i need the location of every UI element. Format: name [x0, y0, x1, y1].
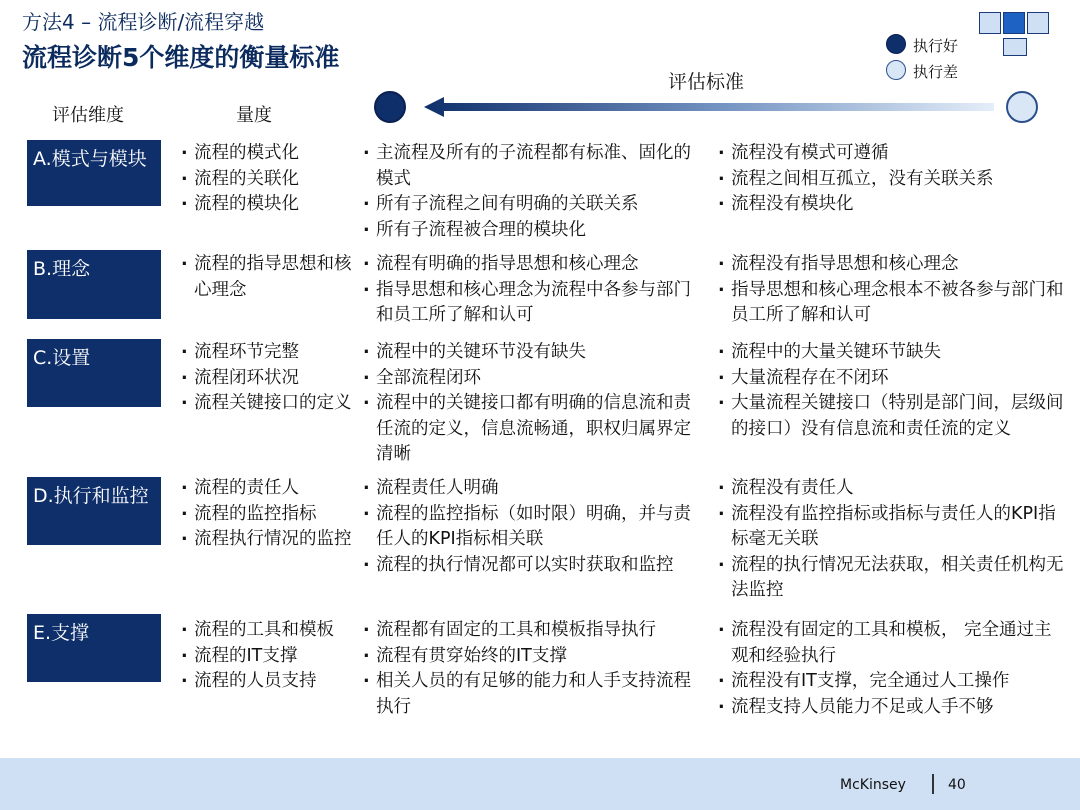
list-item: . 流程都有固定的工具和模板指导执行 — [362, 618, 708, 644]
list-item: . 流程责任人明确 — [362, 476, 708, 502]
legend-poor-icon — [886, 60, 906, 80]
list-item: . 流程没有责任人 — [717, 476, 1065, 502]
list-item: . 指导思想和核心理念为流程中各参与部门和员工所了解和认可 — [362, 278, 708, 329]
row-label-a: A.模式与模块 — [27, 140, 161, 206]
list-item: . 流程的监控指标（如时限）明确，并与责任人的KPI指标相关联 — [362, 502, 708, 553]
list-item: . 流程环节完整 — [180, 340, 352, 366]
good-list-c — [362, 340, 708, 468]
list-item: . 流程的执行情况都可以实时获取和监控 — [362, 553, 708, 579]
list-item: . 流程没有模块化 — [717, 192, 1065, 218]
list-item: . 流程没有模式可遵循 — [717, 141, 1065, 167]
list-item: . 大量流程存在不闭环 — [717, 366, 1065, 392]
measure-list-e — [180, 618, 352, 695]
criteria-label: 评估标准 — [668, 71, 745, 93]
logo-square — [1003, 12, 1025, 34]
row-label-c: C.设置 — [27, 339, 161, 407]
list-item: . 所有子流程被合理的模块化 — [362, 218, 708, 244]
legend-poor-label: 执行差 — [913, 63, 959, 81]
list-item: . 流程关键接口的定义 — [180, 391, 352, 417]
list-item: . 流程的IT支撑 — [180, 644, 352, 670]
logo-square — [1027, 12, 1049, 34]
column-header-dimension: 评估维度 — [52, 105, 124, 126]
list-item: . 流程的关联化 — [180, 167, 352, 193]
footer-brand: McKinsey — [840, 777, 906, 793]
row-label-b: B.理念 — [27, 250, 161, 319]
legend-good-label: 执行好 — [913, 37, 959, 55]
list-item: . 大量流程关键接口（特别是部门间，层级间的接口）没有信息流和责任流的定义 — [717, 391, 1065, 442]
criteria-arrow-icon — [424, 96, 1016, 118]
list-item: . 流程中的关键接口都有明确的信息流和责任流的定义，信息流畅通，职权归属界定清晰 — [362, 391, 708, 468]
list-item: . 相关人员的有足够的能力和人手支持流程执行 — [362, 669, 708, 720]
list-item: . 主流程及所有的子流程都有标准、固化的模式 — [362, 141, 708, 192]
list-item: . 流程的模式化 — [180, 141, 352, 167]
list-item: . 流程执行情况的监控 — [180, 527, 352, 553]
good-list-a — [362, 141, 708, 243]
footer-bar — [0, 758, 1080, 810]
page-number: 40 — [948, 777, 966, 793]
legend-good-icon — [886, 34, 906, 54]
good-end-icon — [374, 91, 406, 123]
measure-list-d — [180, 476, 352, 553]
column-header-measure: 量度 — [236, 105, 272, 126]
list-item: . 流程中的关键环节没有缺失 — [362, 340, 708, 366]
good-list-b — [362, 252, 708, 329]
list-item: . 流程有贯穿始终的IT支撑 — [362, 644, 708, 670]
page-title: 流程诊断5个维度的衡量标准 — [22, 43, 340, 72]
list-item: . 指导思想和核心理念根本不被各参与部门和员工所了解和认可 — [717, 278, 1065, 329]
measure-list-c — [180, 340, 352, 417]
list-item: . 流程的监控指标 — [180, 502, 352, 528]
footer-divider — [932, 774, 934, 794]
poor-list-e — [717, 618, 1065, 720]
good-list-e — [362, 618, 708, 720]
good-list-d — [362, 476, 708, 578]
list-item: . 流程没有固定的工具和模板， 完全通过主观和经验执行 — [717, 618, 1065, 669]
row-label-d: D.执行和监控 — [27, 477, 161, 545]
list-item: . 流程没有指导思想和核心理念 — [717, 252, 1065, 278]
list-item: . 流程的工具和模板 — [180, 618, 352, 644]
list-item: . 流程的责任人 — [180, 476, 352, 502]
list-item: . 流程中的大量关键环节缺失 — [717, 340, 1065, 366]
poor-list-a — [717, 141, 1065, 218]
list-item: . 流程的模块化 — [180, 192, 352, 218]
list-item: . 流程闭环状况 — [180, 366, 352, 392]
measure-list-a — [180, 141, 352, 218]
list-item: . 所有子流程之间有明确的关联关系 — [362, 192, 708, 218]
list-item: . 流程的人员支持 — [180, 669, 352, 695]
list-item: . 流程支持人员能力不足或人手不够 — [717, 695, 1065, 721]
poor-end-icon — [1006, 91, 1038, 123]
list-item: . 流程没有监控指标或指标与责任人的KPI指标毫无关联 — [717, 502, 1065, 553]
list-item: . 流程的指导思想和核心理念 — [180, 252, 352, 303]
method-subtitle: 方法4 – 流程诊断/流程穿越 — [22, 10, 265, 34]
logo-square — [979, 12, 1001, 34]
list-item: . 流程有明确的指导思想和核心理念 — [362, 252, 708, 278]
list-item: . 流程没有IT支撑，完全通过人工操作 — [717, 669, 1065, 695]
poor-list-b — [717, 252, 1065, 329]
logo-square — [1003, 38, 1027, 56]
poor-list-d — [717, 476, 1065, 604]
poor-list-c — [717, 340, 1065, 442]
list-item: . 全部流程闭环 — [362, 366, 708, 392]
row-label-e: E.支撑 — [27, 614, 161, 682]
list-item: . 流程的执行情况无法获取，相关责任机构无法监控 — [717, 553, 1065, 604]
measure-list-b — [180, 252, 352, 303]
list-item: . 流程之间相互孤立，没有关联关系 — [717, 167, 1065, 193]
